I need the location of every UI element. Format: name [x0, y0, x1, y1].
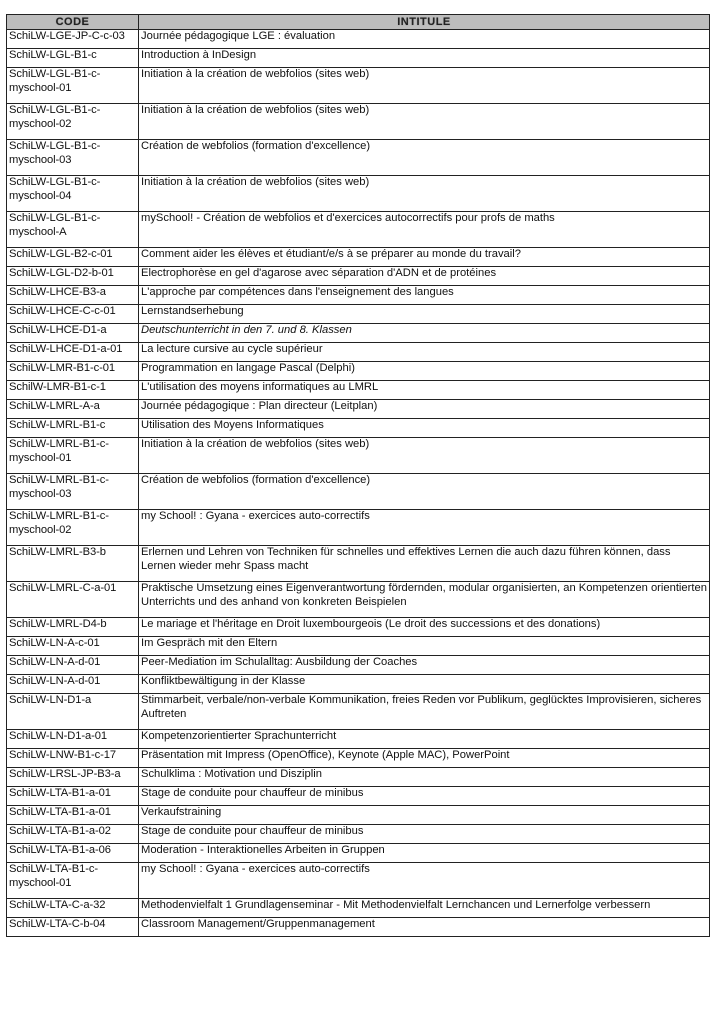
table-row	[7, 104, 710, 140]
table-row	[7, 419, 710, 438]
code-cell: SchiLW-LGL-B1-c-myschool-03	[7, 140, 139, 176]
title-cell: Stage de conduite pour chauffeur de minibus	[139, 825, 710, 844]
table-row	[7, 656, 710, 675]
table-row	[7, 305, 710, 324]
code-cell: SchiLW-LN-D1-a	[7, 694, 139, 730]
title-cell: Initiation à la création de webfolios (sites web)	[139, 176, 710, 212]
table-row	[7, 768, 710, 787]
code-cell: SchiLW-LMRL-B1-c-myschool-02	[7, 510, 139, 546]
title-cell: Initiation à la création de webfolios (sites web)	[139, 68, 710, 104]
title-cell: Praktische Umsetzung eines Eigenverantwortung fördernden, modular organisierten, an Kompetenzen orientierten Unterrichts und des anhand von konkreten Beispielen	[139, 582, 710, 618]
code-cell: SchiLW-LHCE-C-c-01	[7, 305, 139, 324]
title-cell: Création de webfolios (formation d'excellence)	[139, 474, 710, 510]
code-cell: SchiLW-LN-A-d-01	[7, 656, 139, 675]
code-cell: SchiLW-LGL-B1-c	[7, 49, 139, 68]
table-row	[7, 324, 710, 343]
title-cell: Kompetenzorientierter Sprachunterricht	[139, 730, 710, 749]
code-cell: SchiLW-LNW-B1-c-17	[7, 749, 139, 768]
table-row	[7, 474, 710, 510]
title-cell: Classroom Management/Gruppenmanagement	[139, 918, 710, 937]
title-cell: Comment aider les élèves et étudiant/e/s à se préparer au monde du travail?	[139, 248, 710, 267]
table-row	[7, 582, 710, 618]
title-cell: my School! : Gyana - exercices auto-correctifs	[139, 863, 710, 899]
code-cell: SchiLW-LMRL-A-a	[7, 400, 139, 419]
table-row	[7, 806, 710, 825]
table-row	[7, 749, 710, 768]
title-cell: Journée pédagogique : Plan directeur (Leitplan)	[139, 400, 710, 419]
table-row	[7, 637, 710, 656]
title-cell: Moderation - Interaktionelles Arbeiten in Gruppen	[139, 844, 710, 863]
table-row	[7, 362, 710, 381]
table-row	[7, 899, 710, 918]
title-cell: L'approche par compétences dans l'enseignement des langues	[139, 286, 710, 305]
title-cell: Initiation à la création de webfolios (sites web)	[139, 438, 710, 474]
title-cell: Stimmarbeit, verbale/non-verbale Kommunikation, freies Reden vor Publikum, geglücktes Improvisieren, sicheres Auftreten	[139, 694, 710, 730]
training-codes-table	[6, 14, 710, 937]
table-row	[7, 618, 710, 637]
table-header-row	[7, 15, 710, 30]
title-cell: Introduction à InDesign	[139, 49, 710, 68]
table-row	[7, 918, 710, 937]
code-cell: SchiLW-LGL-B1-c-myschool-A	[7, 212, 139, 248]
code-cell: SchiLW-LMRL-B1-c-myschool-03	[7, 474, 139, 510]
code-cell: SchiLW-LMRL-B3-b	[7, 546, 139, 582]
table-row	[7, 49, 710, 68]
title-cell: Initiation à la création de webfolios (sites web)	[139, 104, 710, 140]
table-row	[7, 30, 710, 49]
code-cell: SchiLW-LTA-B1-a-06	[7, 844, 139, 863]
table-row	[7, 863, 710, 899]
table-row	[7, 438, 710, 474]
table-row	[7, 343, 710, 362]
title-cell: Im Gespräch mit den Eltern	[139, 637, 710, 656]
table-row	[7, 844, 710, 863]
code-cell: SchiLW-LGL-B2-c-01	[7, 248, 139, 267]
title-cell: Utilisation des Moyens Informatiques	[139, 419, 710, 438]
code-cell: SchiLW-LMRL-C-a-01	[7, 582, 139, 618]
code-cell: SchiLW-LN-D1-a-01	[7, 730, 139, 749]
title-cell: mySchool! - Création de webfolios et d'exercices autocorrectifs pour profs de maths	[139, 212, 710, 248]
table-row	[7, 787, 710, 806]
title-cell: Journée pédagogique LGE : évaluation	[139, 30, 710, 49]
table-row	[7, 825, 710, 844]
title-cell: Erlernen und Lehren von Techniken für schnelles und effektives Lernen die auch dazu führen können, dass Lernen wieder mehr Spass macht	[139, 546, 710, 582]
title-cell: Création de webfolios (formation d'excellence)	[139, 140, 710, 176]
code-cell: SchiLW-LMRL-D4-b	[7, 618, 139, 637]
code-cell: SchiLW-LN-A-c-01	[7, 637, 139, 656]
code-cell: SchiLW-LTA-B1-a-02	[7, 825, 139, 844]
title-cell: Lernstandserhebung	[139, 305, 710, 324]
title-cell: Programmation en langage Pascal (Delphi)	[139, 362, 710, 381]
title-cell: my School! : Gyana - exercices auto-correctifs	[139, 510, 710, 546]
table-row	[7, 510, 710, 546]
code-cell: SchilW-LMR-B1-c-1	[7, 381, 139, 400]
code-cell: SchiLW-LTA-B1-a-01	[7, 787, 139, 806]
title-cell: Verkaufstraining	[139, 806, 710, 825]
title-cell: Methodenvielfalt 1 Grundlagenseminar - Mit Methodenvielfalt Lernchancen und Lernerfolge verbessern	[139, 899, 710, 918]
title-cell: Deutschunterricht in den 7. und 8. Klassen	[139, 324, 710, 343]
code-cell: SchiLW-LHCE-D1-a-01	[7, 343, 139, 362]
table-row	[7, 381, 710, 400]
table-row	[7, 68, 710, 104]
table-row	[7, 212, 710, 248]
title-cell: Präsentation mit Impress (OpenOffice), Keynote (Apple MAC), PowerPoint	[139, 749, 710, 768]
title-cell: Schulklima : Motivation und Disziplin	[139, 768, 710, 787]
code-cell: SchiLW-LTA-C-a-32	[7, 899, 139, 918]
table-row	[7, 730, 710, 749]
code-cell: SchiLW-LMR-B1-c-01	[7, 362, 139, 381]
code-cell: SchiLW-LHCE-B3-a	[7, 286, 139, 305]
header-code: CODE	[7, 15, 139, 30]
code-cell: SchiLW-LN-A-d-01	[7, 675, 139, 694]
title-cell: Electrophorèse en gel d'agarose avec séparation d'ADN et de protéines	[139, 267, 710, 286]
table-row	[7, 400, 710, 419]
table-body	[7, 30, 710, 937]
table-row	[7, 675, 710, 694]
table-row	[7, 286, 710, 305]
title-cell: Peer-Mediation im Schulalltag: Ausbildung der Coaches	[139, 656, 710, 675]
code-cell: SchiLW-LMRL-B1-c	[7, 419, 139, 438]
table-row	[7, 176, 710, 212]
header-intitule: INTITULE	[139, 15, 710, 30]
title-cell: Konfliktbewältigung in der Klasse	[139, 675, 710, 694]
title-cell: Le mariage et l'héritage en Droit luxembourgeois (Le droit des successions et des donations)	[139, 618, 710, 637]
code-cell: SchiLW-LTA-B1-c-myschool-01	[7, 863, 139, 899]
code-cell: SchiLW-LTA-C-b-04	[7, 918, 139, 937]
table-row	[7, 267, 710, 286]
code-cell: SchiLW-LRSL-JP-B3-a	[7, 768, 139, 787]
document-page	[6, 14, 709, 937]
table-row	[7, 248, 710, 267]
code-cell: SchiLW-LTA-B1-a-01	[7, 806, 139, 825]
table-row	[7, 694, 710, 730]
code-cell: SchiLW-LGL-D2-b-01	[7, 267, 139, 286]
code-cell: SchiLW-LMRL-B1-c-myschool-01	[7, 438, 139, 474]
title-cell: Stage de conduite pour chauffeur de minibus	[139, 787, 710, 806]
title-cell: L'utilisation des moyens informatiques au LMRL	[139, 381, 710, 400]
code-cell: SchiLW-LGE-JP-C-c-03	[7, 30, 139, 49]
table-row	[7, 546, 710, 582]
code-cell: SchiLW-LGL-B1-c-myschool-01	[7, 68, 139, 104]
title-cell: La lecture cursive au cycle supérieur	[139, 343, 710, 362]
code-cell: SchiLW-LHCE-D1-a	[7, 324, 139, 343]
code-cell: SchiLW-LGL-B1-c-myschool-02	[7, 104, 139, 140]
table-row	[7, 140, 710, 176]
code-cell: SchiLW-LGL-B1-c-myschool-04	[7, 176, 139, 212]
